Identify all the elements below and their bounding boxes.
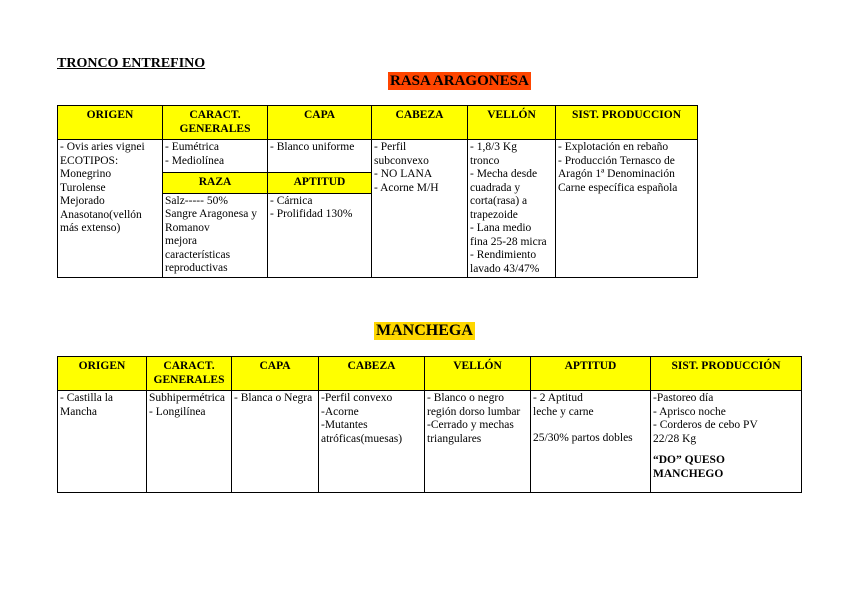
cell-line: - Perfil bbox=[374, 141, 407, 153]
header-sist: SIST. PRODUCCIÓN bbox=[651, 357, 802, 391]
page-title: TRONCO ENTREFINO bbox=[57, 56, 206, 71]
cell-origen bbox=[58, 391, 147, 493]
cell-line: subconvexo bbox=[374, 154, 429, 167]
cell-sist bbox=[556, 140, 698, 278]
header-aptitud: APTITUD bbox=[531, 357, 651, 391]
cell-origen bbox=[58, 140, 163, 278]
table-row bbox=[58, 140, 698, 173]
table-header-row bbox=[58, 357, 802, 391]
header-raza: RAZA bbox=[163, 173, 268, 194]
cell-line: - Mediolínea bbox=[165, 154, 225, 167]
header-vellon: VELLÓN bbox=[468, 106, 556, 140]
cell-line: - Eumétrica bbox=[165, 141, 219, 153]
header-cabeza: CABEZA bbox=[319, 357, 425, 391]
table-header-row bbox=[58, 106, 698, 140]
do-queso-label: MANCHEGO bbox=[653, 467, 724, 480]
cell-line: Monegrino bbox=[60, 168, 112, 180]
cell-line: Mancha bbox=[60, 405, 98, 418]
cell-line: -Pastoreo día bbox=[653, 392, 714, 404]
cell-line: Turolense bbox=[60, 181, 106, 194]
cell-line: atróficas(muesas) bbox=[321, 432, 403, 445]
rasa-aragonesa-table bbox=[57, 105, 698, 278]
do-queso-label: “DO” QUESO bbox=[653, 454, 725, 466]
cell-line: - Blanco uniforme bbox=[270, 141, 355, 153]
cell-line: - Mecha desde bbox=[470, 168, 538, 180]
cell-line: cuadrada y bbox=[470, 181, 521, 194]
cell-line: leche y carne bbox=[533, 405, 594, 418]
cell-line: - Lana medio bbox=[470, 222, 532, 234]
cell-line: -Mutantes bbox=[321, 419, 368, 431]
header-caract: CARACT. GENERALES bbox=[163, 106, 268, 140]
cell-aptitud bbox=[531, 391, 651, 493]
cell-line: ECOTIPOS: bbox=[60, 154, 119, 167]
cell-line: - Ovis aries vignei bbox=[60, 141, 145, 153]
cell-line: - Prolifidad 130% bbox=[270, 208, 353, 221]
cell-line: reproductivas bbox=[165, 262, 228, 275]
cell-line: - 1,8/3 Kg bbox=[470, 141, 517, 153]
cell-capa bbox=[232, 391, 319, 493]
cell-line: región dorso lumbar bbox=[427, 405, 521, 418]
manchega-title: MANCHEGA bbox=[376, 322, 473, 339]
cell-line: Salz----- 50% bbox=[165, 194, 228, 207]
cell-line: Subhipermétrica bbox=[149, 392, 226, 404]
cell-line: -Cerrado y mechas bbox=[427, 419, 514, 431]
header-caract: CARACT. GENERALES bbox=[147, 357, 232, 391]
cell-line: Romanov bbox=[165, 221, 210, 234]
cell-line: 22/28 Kg bbox=[653, 432, 697, 445]
cell-line: 25/30% partos dobles bbox=[533, 432, 633, 444]
cell-line: triangulares bbox=[427, 432, 482, 445]
cell-caract bbox=[147, 391, 232, 493]
cell-line: características bbox=[165, 248, 231, 261]
cell-line: tronco bbox=[470, 154, 500, 167]
cell-line: - NO LANA bbox=[374, 168, 433, 180]
cell-line: Aragón 1ª Denominación bbox=[558, 168, 675, 180]
cell-line: - Castilla la bbox=[60, 392, 114, 404]
cell-line: fina 25-28 micra bbox=[470, 235, 547, 248]
header-origen: ORIGEN bbox=[58, 106, 163, 140]
cell-line: corta(rasa) a bbox=[470, 195, 528, 207]
cell-line: mejora bbox=[165, 235, 197, 248]
cell-line: - Longilínea bbox=[149, 405, 206, 418]
cell-line: - Explotación en rebaño bbox=[558, 141, 669, 153]
cell-line: - Rendimiento bbox=[470, 249, 537, 261]
cell-cabeza bbox=[372, 140, 468, 278]
header-capa: CAPA bbox=[232, 357, 319, 391]
cell-line: trapezoide bbox=[470, 208, 518, 221]
cell-line: - Blanca o Negra bbox=[234, 392, 313, 404]
manchega-table bbox=[57, 356, 802, 493]
header-aptitud: APTITUD bbox=[268, 173, 372, 194]
cell-caract bbox=[163, 140, 268, 173]
cell-line: Sangre Aragonesa y bbox=[165, 208, 257, 221]
header-capa: CAPA bbox=[268, 106, 372, 140]
cell-line: - Corderos de cebo PV bbox=[653, 419, 758, 431]
header-vellon: VELLÓN bbox=[425, 357, 531, 391]
cell-line: -Perfil convexo bbox=[321, 392, 393, 404]
cell-raza bbox=[163, 193, 268, 277]
cell-vellon bbox=[468, 140, 556, 278]
cell-cabeza bbox=[319, 391, 425, 493]
cell-sist bbox=[651, 391, 802, 493]
cell-capa bbox=[268, 140, 372, 173]
header-cabeza: CABEZA bbox=[372, 106, 468, 140]
cell-aptitud bbox=[268, 193, 372, 277]
cell-line: Mejorado bbox=[60, 195, 105, 207]
table-row bbox=[58, 391, 802, 493]
cell-line: - Acorne M/H bbox=[374, 181, 439, 194]
cell-line: Carne específica española bbox=[558, 181, 678, 194]
header-sist: SIST. PRODUCCION bbox=[556, 106, 698, 140]
cell-line: - Producción Ternasco de bbox=[558, 154, 675, 167]
cell-line: -Acorne bbox=[321, 405, 359, 418]
cell-line: - Cárnica bbox=[270, 194, 313, 207]
cell-line: - Blanco o negro bbox=[427, 392, 504, 404]
rasa-aragonesa-title: RASA ARAGONESA bbox=[390, 73, 529, 89]
header-origen: ORIGEN bbox=[58, 357, 147, 391]
cell-vellon bbox=[425, 391, 531, 493]
cell-line: lavado 43/47% bbox=[470, 262, 540, 275]
cell-line: más extenso) bbox=[60, 222, 121, 234]
cell-line: - 2 Aptitud bbox=[533, 392, 583, 404]
cell-line: Anasotano(vellón bbox=[60, 208, 142, 221]
cell-line: - Aprisco noche bbox=[653, 405, 726, 418]
